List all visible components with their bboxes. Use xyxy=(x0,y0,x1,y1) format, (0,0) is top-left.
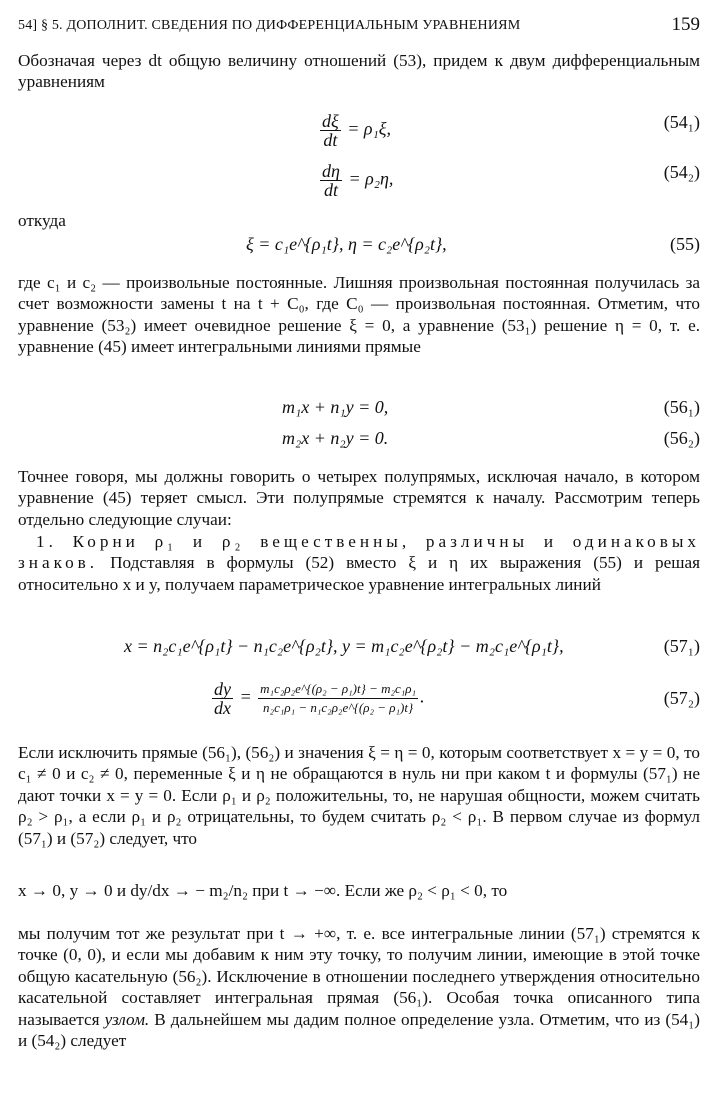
running-header xyxy=(18,14,700,42)
paragraph-half-lines: Точнее говоря, мы должны говорить о четырех полупрямых, исключая начало, в котором уравнение (45) теряет смысл. Эти полупрямые стремятся к началу. Рассмотрим теперь отдельно следующие случаи: xyxy=(18,467,700,529)
paragraph-limit-line: x → 0, y → 0 и dy/dx → − m₂/n₂ при t → −∞. Если же ρ₂ < ρ₁ < 0, то xyxy=(18,881,508,900)
node-text-b: В дальнейшем мы дадим полное определение узла. Отметим, что из (54₁) и (54₂) следует xyxy=(18,1009,700,1051)
equation-57-2: $\frac{dy}{dx}$ = $\frac{\text{m₁c₂ρ₂e\textasciicircum{}\{(ρ₂ − ρ₁)t\} − m₂c₁ρ₁}}{\text{n₂c₁ρ₁ − n₁c₂ρ₂e\textasciicircum{}\{(ρ₂ − ρ₁)t\}}}$ . (57₂) xyxy=(214,679,700,718)
header-section-title: 54] § 5. ДОПОЛНИТ. СВЕДЕНИЯ ПО ДИФФЕРЕНЦИАЛЬНЫМ УРАВНЕНИЯМ xyxy=(18,18,521,33)
paragraph-constants: где c₁ и c₂ — произвольные постоянные. Лишняя произвольная постоянная получилась за счет возможности замены t на t + C₀, где C₀ — произвольная постоянная. Отметим, что уравнение (53₂) имеет очевидное решение ξ = 0, а уравнение (53₁) решение η = 0, т. е. уравнение (45) имеет интегральными линиями прямые xyxy=(18,273,700,357)
eq56-1-body: m₁x + n₁y = 0, xyxy=(282,397,389,417)
eq56-1-number: (56₁) xyxy=(663,397,700,417)
paragraph-otkuda: откуда xyxy=(18,211,66,230)
eq56-2-body: m₂x + n₂y = 0. xyxy=(282,428,389,448)
eq57-2-num: m₁c₂ρ₂e^{(ρ₂ − ρ₁)t} − m₂c₁ρ₁ xyxy=(258,680,418,699)
paragraph-case-1 xyxy=(18,531,700,595)
paragraph-node xyxy=(18,923,700,1051)
equation-54-1 xyxy=(0,104,718,150)
paragraph-analysis: Если исключить прямые (56₁), (56₂) и значения ξ = η = 0, которым соответствует x = y = 0, то c₁ ≠ 0 и c₂ ≠ 0, переменные ξ и η не обращаются в нуль ни при каком t и формулы (57₁) не дают точки x = y = 0. Если ρ₁ и ρ₂ положительны, то, не нарушая общности, можем считать ρ₂ > ρ₁, а если ρ₁ и ρ₂ отрицательны, то будем считать ρ₂ < ρ₁. В первом случае из формул (57₁) и (57₂) следует, что xyxy=(18,743,700,848)
eq57-2-number: (57₂) xyxy=(663,688,700,708)
eq54-1-rhs: = ρ₁ξ, xyxy=(347,118,391,139)
eq54-1-num: dξ xyxy=(322,111,339,131)
case-1-heading: 1. Корни ρ₁ и ρ₂ вещественны, различны и одинаковых знаков. xyxy=(18,532,700,573)
eq57-2-den: n₂c₁ρ₁ − n₁c₂ρ₂e^{(ρ₂ − ρ₁)t} xyxy=(263,700,414,715)
eq55-number: (55) xyxy=(670,234,700,254)
eq57-2-lhs-den: dx xyxy=(214,698,231,718)
eq54-2-number: (54₂) xyxy=(663,162,700,182)
equation-55 xyxy=(0,226,718,266)
eq57-1-number: (57₁) xyxy=(663,636,700,656)
eq54-2-den: dt xyxy=(323,180,338,200)
eq56-2-number: (56₂) xyxy=(663,428,700,448)
page-number: 159 xyxy=(671,14,700,35)
eq54-2-rhs: = ρ₂η, xyxy=(348,168,394,189)
equation-57-1 xyxy=(0,628,718,668)
equation-54-2 xyxy=(0,154,718,200)
case-1-text: Подставляя в формулы (52) вместо ξ и η их выражения (55) и решая относительно x и y, получаем параметрическое уравнение интегральных линий xyxy=(18,553,700,594)
eq54-2-num: dη xyxy=(322,161,340,181)
eq55-body: ξ = c₁e^{ρ₁t}, η = c₂e^{ρ₂t}, xyxy=(246,234,447,254)
paragraph-intro: Обозначая через dt общую величину отношений (53), придем к двум дифференциальным уравнениям xyxy=(18,51,700,92)
node-text-a: мы получим тот же результат при t → +∞, т. е. все интегральные линии (57₁) стремятся к точке (0, 0), и если мы добавим к ним эту точку, то получим линии, имеющие в этой точке общую касательную (56₂). Исключение в отношении последнего утверждения относительно касательной составляет интегральная прямая (56₁). Особая точка описанного типа называется xyxy=(18,924,700,1029)
eq57-2-lhs-num: dy xyxy=(214,679,231,699)
node-term: узлом. xyxy=(99,1009,150,1029)
eq54-1-number: (54₁) xyxy=(663,112,700,132)
equation-56-2 xyxy=(0,420,718,460)
eq54-1-den: dt xyxy=(323,130,338,150)
eq57-1-body: x = n₂c₁e^{ρ₁t} − n₁c₂e^{ρ₂t}, y = m₁c₂e^{ρ₂t} − m₂c₁e^{ρ₁t}, xyxy=(124,636,564,656)
